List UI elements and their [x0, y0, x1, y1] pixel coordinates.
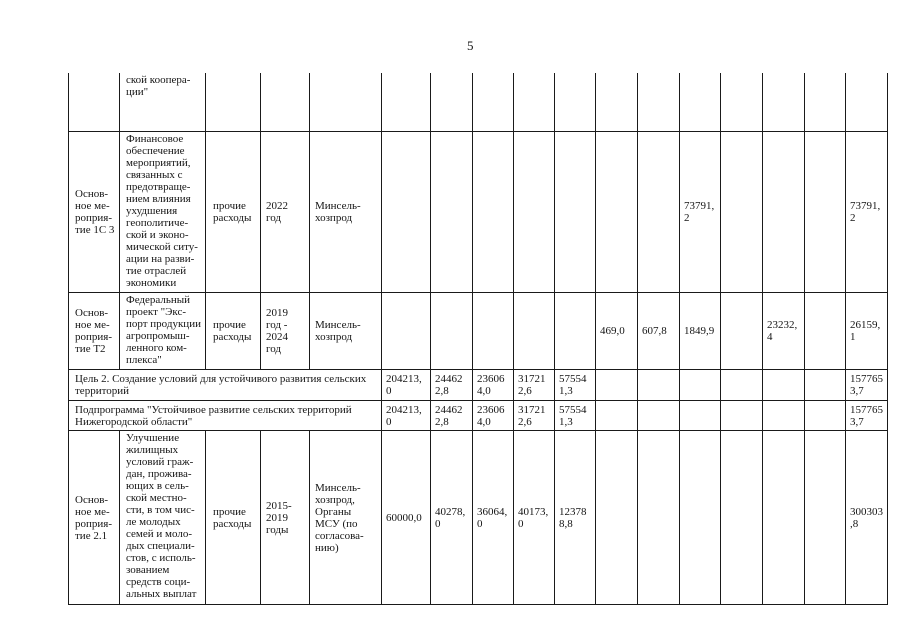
value-cell: [680, 369, 721, 400]
value-cell: 23232, 4: [763, 292, 805, 369]
value-cell: [473, 131, 514, 292]
value-cell: [638, 400, 680, 430]
value-cell: [431, 73, 473, 131]
value-cell: [382, 131, 431, 292]
table-row: [69, 131, 888, 292]
value-cell: [763, 369, 805, 400]
value-cell: 24462 2,8: [431, 369, 473, 400]
value-cell: [638, 430, 680, 604]
responsible-cell: Минсель- хозпрод: [310, 292, 382, 369]
period-cell: [261, 73, 310, 131]
value-cell: 1849,9: [680, 292, 721, 369]
responsible-cell: Минсель- хозпрод, Органы МСУ (по согласова- нию): [310, 430, 382, 604]
table-row: [69, 430, 888, 604]
value-cell: [805, 73, 846, 131]
expense-type-cell: прочие расходы: [206, 430, 261, 604]
expense-type-cell: прочие расходы: [206, 131, 261, 292]
value-cell: 12378 8,8: [555, 430, 596, 604]
value-cell: [721, 369, 763, 400]
value-cell: [638, 369, 680, 400]
value-cell: 36064, 0: [473, 430, 514, 604]
value-cell: [514, 73, 555, 131]
description-cell: Финансовое обеспечение мероприятий, связанных с предотвраще- нием влияния ухудшения геополитиче- ской и эконо- мической ситу- ации на разви- тие отраслей экономики: [120, 131, 206, 292]
value-cell: [680, 430, 721, 604]
expense-type-cell: прочие расходы: [206, 292, 261, 369]
value-cell: [721, 430, 763, 604]
value-cell: 60000,0: [382, 430, 431, 604]
value-cell: 73791, 2: [846, 131, 888, 292]
description-cell: Улучшение жилищных условий граж- дан, прожива- ющих в сель- ской местно- сти, в том чис- ле молодых семей и моло- дых специали- стов, с исполь- зованием средств соци- альных выплат: [120, 430, 206, 604]
value-cell: [555, 131, 596, 292]
value-cell: [763, 73, 805, 131]
value-cell: [763, 430, 805, 604]
page-number: 5: [467, 38, 474, 53]
value-cell: 73791, 2: [680, 131, 721, 292]
value-cell: [596, 430, 638, 604]
value-cell: [805, 430, 846, 604]
value-cell: [721, 292, 763, 369]
value-cell: 469,0: [596, 292, 638, 369]
value-cell: 31721 2,6: [514, 400, 555, 430]
subprogram-label-cell: Подпрограмма "Устойчивое развитие сельских территорий Нижегородской области": [69, 400, 382, 430]
value-cell: 607,8: [638, 292, 680, 369]
value-cell: [680, 400, 721, 430]
value-cell: [555, 73, 596, 131]
responsible-cell: [310, 73, 382, 131]
value-cell: [805, 400, 846, 430]
value-cell: [638, 73, 680, 131]
value-cell: [596, 400, 638, 430]
value-cell: [382, 292, 431, 369]
value-cell: [382, 73, 431, 131]
value-cell: [596, 131, 638, 292]
event-cell: Основ- ное ме- роприя- тие 1С 3: [69, 131, 120, 292]
event-cell: [69, 73, 120, 131]
description-cell: Федеральный проект "Экс- порт продукции агропромыш- ленного ком- плекса": [120, 292, 206, 369]
value-cell: 204213, 0: [382, 400, 431, 430]
value-cell: 26159, 1: [846, 292, 888, 369]
value-cell: [721, 73, 763, 131]
event-cell: Основ- ное ме- роприя- тие 2.1: [69, 430, 120, 604]
value-cell: [721, 131, 763, 292]
value-cell: [805, 131, 846, 292]
program-table: [68, 73, 888, 605]
value-cell: [473, 292, 514, 369]
value-cell: [514, 292, 555, 369]
value-cell: 40173, 0: [514, 430, 555, 604]
value-cell: [473, 73, 514, 131]
event-cell: Основ- ное ме- роприя- тие Т2: [69, 292, 120, 369]
period-cell: 2022 год: [261, 131, 310, 292]
value-cell: 57554 1,3: [555, 400, 596, 430]
value-cell: 23606 4,0: [473, 400, 514, 430]
value-cell: 23606 4,0: [473, 369, 514, 400]
value-cell: 40278, 0: [431, 430, 473, 604]
value-cell: [763, 400, 805, 430]
value-cell: [431, 292, 473, 369]
value-cell: [805, 292, 846, 369]
period-cell: 2015- 2019 годы: [261, 430, 310, 604]
value-cell: [680, 73, 721, 131]
description-cell: ской коопера- ции": [120, 73, 206, 131]
value-cell: [514, 131, 555, 292]
responsible-cell: Минсель- хозпрод: [310, 131, 382, 292]
value-cell: [596, 73, 638, 131]
value-cell: 24462 2,8: [431, 400, 473, 430]
value-cell: 57554 1,3: [555, 369, 596, 400]
value-cell: 31721 2,6: [514, 369, 555, 400]
expense-type-cell: [206, 73, 261, 131]
goal-label-cell: Цель 2. Создание условий для устойчивого развития сельских территорий: [69, 369, 382, 400]
value-cell: [555, 292, 596, 369]
value-cell: [846, 73, 888, 131]
value-cell: [596, 369, 638, 400]
table-row: [69, 292, 888, 369]
table-row: [69, 73, 888, 131]
value-cell: 157765 3,7: [846, 369, 888, 400]
value-cell: [763, 131, 805, 292]
value-cell: 157765 3,7: [846, 400, 888, 430]
value-cell: [721, 400, 763, 430]
value-cell: 204213, 0: [382, 369, 431, 400]
period-cell: 2019 год - 2024 год: [261, 292, 310, 369]
value-cell: [638, 131, 680, 292]
value-cell: [805, 369, 846, 400]
value-cell: 300303 ,8: [846, 430, 888, 604]
table-row: [69, 400, 888, 430]
value-cell: [431, 131, 473, 292]
table-row: [69, 369, 888, 400]
